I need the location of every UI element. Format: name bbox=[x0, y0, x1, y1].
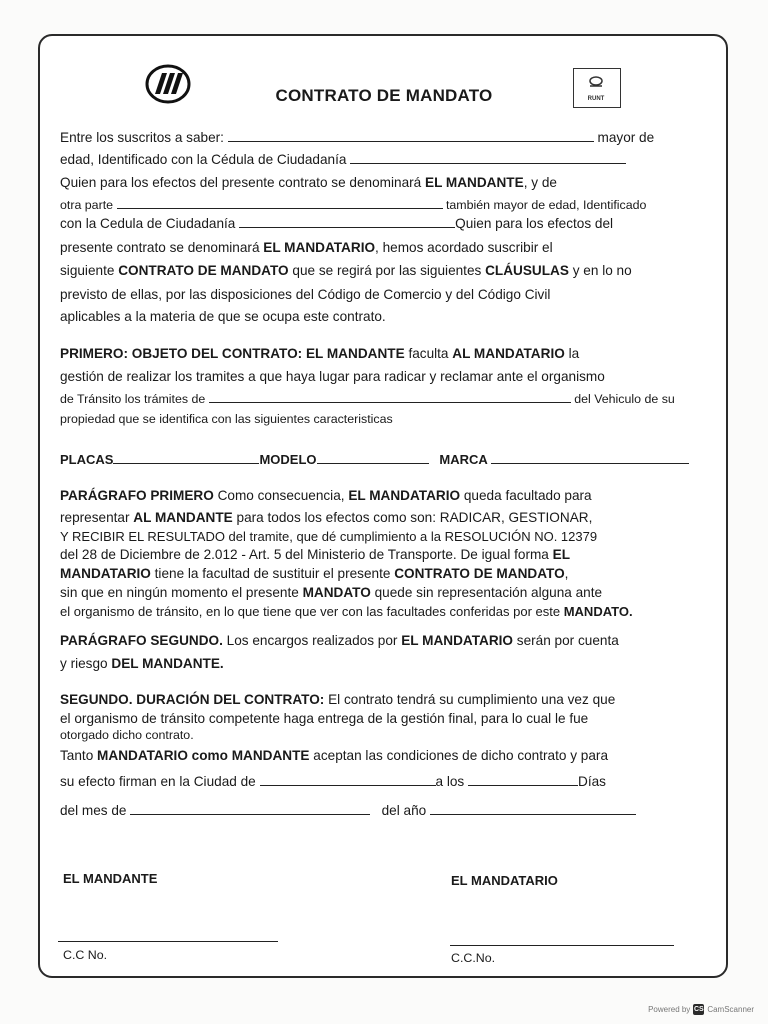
name-blank[interactable] bbox=[228, 130, 594, 142]
segundo-line-4: Tanto MANDATARIO como MANDANTE aceptan las condiciones de dicho contrato y para bbox=[60, 748, 609, 763]
cedula-mandatario-blank[interactable] bbox=[239, 216, 455, 228]
mandatario-signature-label: EL MANDATARIO bbox=[451, 873, 558, 888]
paragrafo1-line-4: del 28 de Diciembre de 2.012 - Art. 5 del Ministerio de Transporte. De igual forma EL bbox=[60, 547, 571, 562]
marca-blank[interactable] bbox=[491, 452, 689, 464]
paragrafo1-line-7: el organismo de tránsito, en lo que tiene que ver con las facultades conferidas por este MANDATO. bbox=[60, 604, 633, 619]
paragrafo2-line-1: PARÁGRAFO SEGUNDO. Los encargos realizados por EL MANDATARIO serán por cuenta bbox=[60, 633, 619, 648]
cedula-blank[interactable] bbox=[350, 152, 626, 164]
ano-blank[interactable] bbox=[430, 803, 636, 815]
mandante-signature-label: EL MANDANTE bbox=[63, 871, 158, 886]
paragrafo1-line-6: sin que en ningún momento el presente MANDATO quede sin representación alguna ante bbox=[60, 585, 603, 600]
mandante-signature-line[interactable] bbox=[58, 941, 278, 942]
vehicle-fields: PLACAS MODELO MARCA bbox=[60, 452, 689, 467]
dias-blank[interactable] bbox=[468, 774, 578, 786]
ministry-logo-icon bbox=[145, 64, 191, 104]
runt-logo-icon bbox=[573, 68, 621, 108]
modelo-blank[interactable] bbox=[317, 452, 429, 464]
placas-blank[interactable] bbox=[113, 452, 259, 464]
paragrafo1-line-1: PARÁGRAFO PRIMERO Como consecuencia, EL MANDATARIO queda facultado para bbox=[60, 488, 592, 503]
segundo-line-1: SEGUNDO. DURACIÓN DEL CONTRATO: El contrato tendrá su cumplimiento una vez que bbox=[60, 692, 616, 707]
camscanner-logo-icon: CS bbox=[693, 1006, 704, 1013]
intro-line-7: siguiente CONTRATO DE MANDATO que se regirá por las siguientes CLÁUSULAS y en lo no bbox=[60, 263, 632, 278]
intro-line-2: edad, Identificado con la Cédula de Ciudadanía bbox=[60, 152, 626, 167]
intro-line-1: Entre los suscritos a saber: mayor de bbox=[60, 130, 655, 145]
primero-line-4: propiedad que se identifica con las siguientes caracteristicas bbox=[60, 412, 393, 426]
otra-parte-blank[interactable] bbox=[117, 197, 443, 209]
segundo-line-5: su efecto firman en la Ciudad de a los Días bbox=[60, 774, 606, 789]
runt-logo-text: RUNT bbox=[587, 96, 605, 102]
segundo-line-3: otorgado dicho contrato. bbox=[60, 728, 194, 742]
intro-line-5: con la Cedula de Ciudadanía Quien para los efectos del bbox=[60, 216, 614, 231]
primero-line-3: de Tránsito los trámites de del Vehiculo de su bbox=[60, 392, 675, 406]
intro-line-8: previsto de ellas, por las disposiciones del Código de Comercio y del Código Civil bbox=[60, 287, 551, 302]
mandante-cc-label: C.C No. bbox=[63, 948, 108, 962]
intro-line-6: presente contrato se denominará EL MANDATARIO, hemos acordado suscribir el bbox=[60, 240, 553, 255]
camscanner-text: CamScanner bbox=[707, 1005, 754, 1014]
primero-line-1: PRIMERO: OBJETO DEL CONTRATO: EL MANDANTE faculta AL MANDATARIO la bbox=[60, 346, 580, 361]
paragrafo1-line-3: Y RECIBIR EL RESULTADO del tramite, que dé cumplimiento a la RESOLUCIÓN NO. 12379 bbox=[60, 529, 598, 544]
paragrafo1-line-5: MANDATARIO tiene la facultad de sustituir el presente CONTRATO DE MANDATO, bbox=[60, 566, 569, 581]
intro-line-3: Quien para los efectos del presente contrato se denominará EL MANDANTE, y de bbox=[60, 175, 557, 190]
intro-line-4: otra parte también mayor de edad, Identificado bbox=[60, 198, 647, 212]
segundo-line-2: el organismo de tránsito competente haga entrega de la gestión final, para lo cual le fue bbox=[60, 711, 589, 726]
scanner-footer bbox=[648, 1004, 754, 1015]
primero-line-2: gestión de realizar los tramites a que haya lugar para radicar y reclamar ante el organismo bbox=[60, 369, 605, 384]
intro-line-9: aplicables a la materia de que se ocupa este contrato. bbox=[60, 309, 386, 324]
mes-blank[interactable] bbox=[130, 803, 370, 815]
document-title: CONTRATO DE MANDATO bbox=[275, 86, 493, 105]
paragrafo1-line-2: representar AL MANDANTE para todos los efectos como son: RADICAR, GESTIONAR, bbox=[60, 510, 593, 525]
powered-by-text: Powered by bbox=[648, 1005, 691, 1014]
segundo-line-6: del mes de del año bbox=[60, 803, 636, 818]
tramites-blank[interactable] bbox=[209, 391, 571, 403]
ciudad-blank[interactable] bbox=[260, 774, 436, 786]
mandatario-signature-line[interactable] bbox=[450, 945, 674, 946]
paragrafo2-line-2: y riesgo DEL MANDANTE. bbox=[60, 656, 224, 671]
mandatario-cc-label: C.C.No. bbox=[451, 951, 496, 965]
